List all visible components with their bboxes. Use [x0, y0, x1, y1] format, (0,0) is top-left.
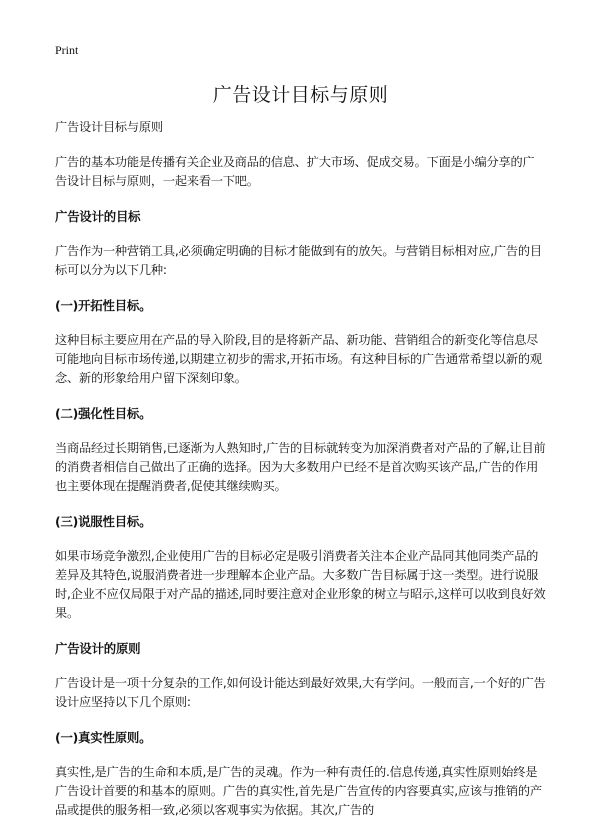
principle-heading-truthfulness: (一)真实性原则。	[55, 730, 152, 745]
document-subtitle: 广告设计目标与原则	[55, 120, 163, 134]
section-goals-intro: 广告作为一种营销工具,必须确定明确的目标才能做到有的放矢。与营销目标相对应,广告的目标可以分为以下几种:	[55, 244, 542, 277]
print-link[interactable]: Print	[55, 43, 79, 57]
goal-text-persuasive: 如果市场竞争激烈,企业使用广告的目标必定是吸引消费者关注本企业产品同其他同类产品的差异及其特色,说服消费者进一步理解本企业产品。大多数广告目标属于这一类型。进行说服时,企业不应仅局限于对产品的描述,同时要注意对企业形象的树立与昭示,这样可以收到良好效果。	[55, 549, 546, 620]
goal-text-pioneering: 这种目标主要应用在产品的导入阶段,目的是将新产品、新功能、营销组合的新变化等信息尽可能地向目标市场传递,以期建立初步的需求,开拓市场。有这种目标的广告通常希望以新的观念、新的形象给用户留下深刻印象。	[55, 333, 542, 385]
section-principles-intro: 广告设计是一项十分复杂的工作,如何设计能达到最好效果,大有学问。一般而言,一个好的广告设计应坚持以下几个原则:	[55, 676, 546, 709]
goal-heading-persuasive: (三)说服性目标。	[55, 514, 152, 529]
goal-text-reinforcing: 当商品经过长期销售,已逐渐为人熟知时,广告的目标就转变为加深消费者对产品的了解,让目前的消费者相信自己做出了正确的选择。因为大多数用户已经不是首次购买该产品,广告的作用也主要体现在提醒消费者,促使其继续购买。	[55, 441, 546, 493]
document-title: 广告设计目标与原则	[212, 84, 389, 106]
section-heading-goals: 广告设计的目标	[55, 209, 141, 224]
principle-text-truthfulness: 真实性,是广告的生命和本质,是广告的灵魂。作为一种有责任的.信息传递,真实性原则始终是广告设计首要的和基本的原则。广告的真实性,首先是广告宣传的内容要真实,应该与推销的产品或提供的服务相一致,必须以客观事实为依据。其次,广告的	[55, 765, 542, 817]
intro-paragraph: 广告的基本功能是传播有关企业及商品的信息、扩大市场、促成交易。下面是小编分享的广告设计目标与原则，一起来看一下吧。	[55, 155, 535, 188]
section-heading-principles: 广告设计的原则	[55, 641, 141, 656]
goal-heading-reinforcing: (二)强化性目标。	[55, 406, 152, 421]
goal-heading-pioneering: (一)开拓性目标。	[55, 298, 152, 313]
